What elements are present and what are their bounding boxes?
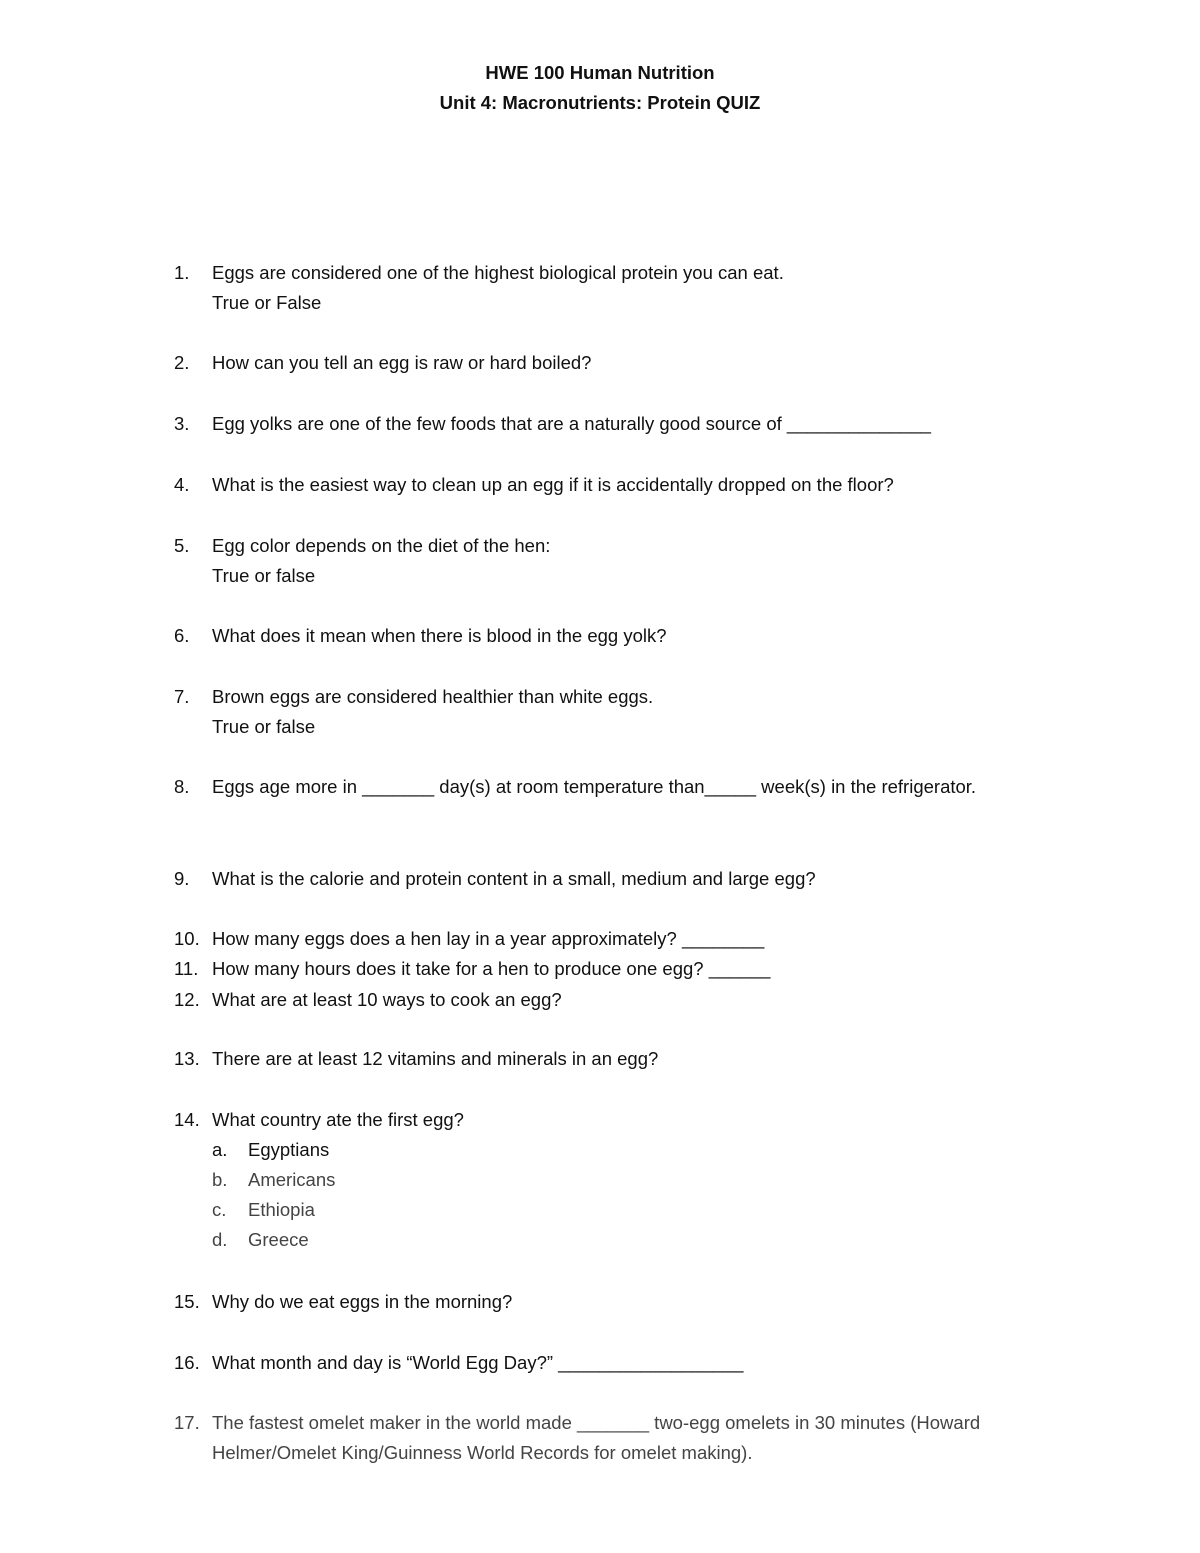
question-2 [174, 348, 1054, 378]
option-text: Greece [248, 1229, 309, 1250]
question-text: What country ate the first egg? [212, 1109, 464, 1130]
question-number: 5. [174, 535, 190, 556]
question-text: The fastest omelet maker in the world made _______ two-egg omelets in 30 minutes (Howard Helmer/Omelet King/Guinness World Records for omelet making). [212, 1412, 981, 1463]
question-number: 15. [174, 1291, 200, 1312]
question-10 [174, 924, 1054, 954]
question-13 [174, 1044, 1054, 1074]
answer-choice: True or False [212, 292, 322, 313]
question-text: Brown eggs are considered healthier than white eggs. [212, 686, 654, 707]
question-text: There are at least 12 vitamins and minerals in an egg? [212, 1048, 659, 1069]
question-number: 7. [174, 686, 190, 707]
question-number: 13. [174, 1048, 200, 1069]
question-15 [174, 1287, 1054, 1317]
question-12 [174, 985, 1054, 1015]
question-number: 2. [174, 352, 190, 373]
option-d [212, 1225, 1054, 1255]
question-text: Egg yolks are one of the few foods that are a naturally good source of ______________ [212, 413, 931, 434]
question-text: Why do we eat eggs in the morning? [212, 1291, 513, 1312]
question-text: Eggs are considered one of the highest biological protein you can eat. [212, 262, 784, 283]
question-number: 8. [174, 776, 190, 797]
question-text: Egg color depends on the diet of the hen: [212, 535, 551, 556]
quiz-title: Unit 4: Macronutrients: Protein QUIZ [439, 92, 761, 113]
answer-choice: True or false [212, 565, 316, 586]
question-text: What does it mean when there is blood in the egg yolk? [212, 625, 667, 646]
question-14 [174, 1105, 1054, 1255]
option-text: Ethiopia [248, 1199, 315, 1220]
question-text: How can you tell an egg is raw or hard boiled? [212, 352, 592, 373]
question-number: 1. [174, 262, 190, 283]
question-text: What is the calorie and protein content in a small, medium and large egg? [212, 868, 816, 889]
option-c [212, 1195, 1054, 1225]
option-text: Americans [248, 1169, 336, 1190]
question-9 [174, 864, 1054, 894]
question-text: How many hours does it take for a hen to produce one egg? ______ [212, 958, 771, 979]
question-8 [174, 772, 1054, 802]
question-7 [174, 682, 1054, 742]
question-3 [174, 409, 1054, 439]
question-5 [174, 531, 1054, 591]
option-letter: a. [212, 1139, 228, 1160]
question-6 [174, 621, 1054, 651]
question-number: 16. [174, 1352, 200, 1373]
question-number: 17. [174, 1412, 200, 1433]
question-text: What are at least 10 ways to cook an egg? [212, 989, 562, 1010]
option-b [212, 1165, 1054, 1195]
question-number: 4. [174, 474, 190, 495]
question-number: 14. [174, 1109, 200, 1130]
quiz-header [0, 58, 1200, 118]
question-text: How many eggs does a hen lay in a year approximately? ________ [212, 928, 765, 949]
question-number: 3. [174, 413, 190, 434]
option-text: Egyptians [248, 1139, 330, 1160]
option-letter: c. [212, 1199, 227, 1220]
question-number: 6. [174, 625, 190, 646]
question-16 [174, 1348, 1054, 1378]
question-number: 9. [174, 868, 190, 889]
answer-choice: True or false [212, 716, 316, 737]
question-text: Eggs age more in _______ day(s) at room temperature than_____ week(s) in the refrigerator. [212, 776, 977, 797]
question-4 [174, 470, 1054, 500]
question-text: What is the easiest way to clean up an egg if it is accidentally dropped on the floor? [212, 474, 894, 495]
question-text: What month and day is “World Egg Day?” __________________ [212, 1352, 744, 1373]
question-number: 11. [174, 958, 199, 979]
option-letter: b. [212, 1169, 228, 1190]
question-17 [174, 1408, 1054, 1468]
question-number: 12. [174, 989, 200, 1010]
question-11 [174, 954, 1054, 984]
question-number: 10. [174, 928, 200, 949]
question-1 [174, 258, 1054, 318]
course-title: HWE 100 Human Nutrition [485, 62, 715, 83]
option-letter: d. [212, 1229, 228, 1250]
option-a [212, 1135, 1054, 1165]
